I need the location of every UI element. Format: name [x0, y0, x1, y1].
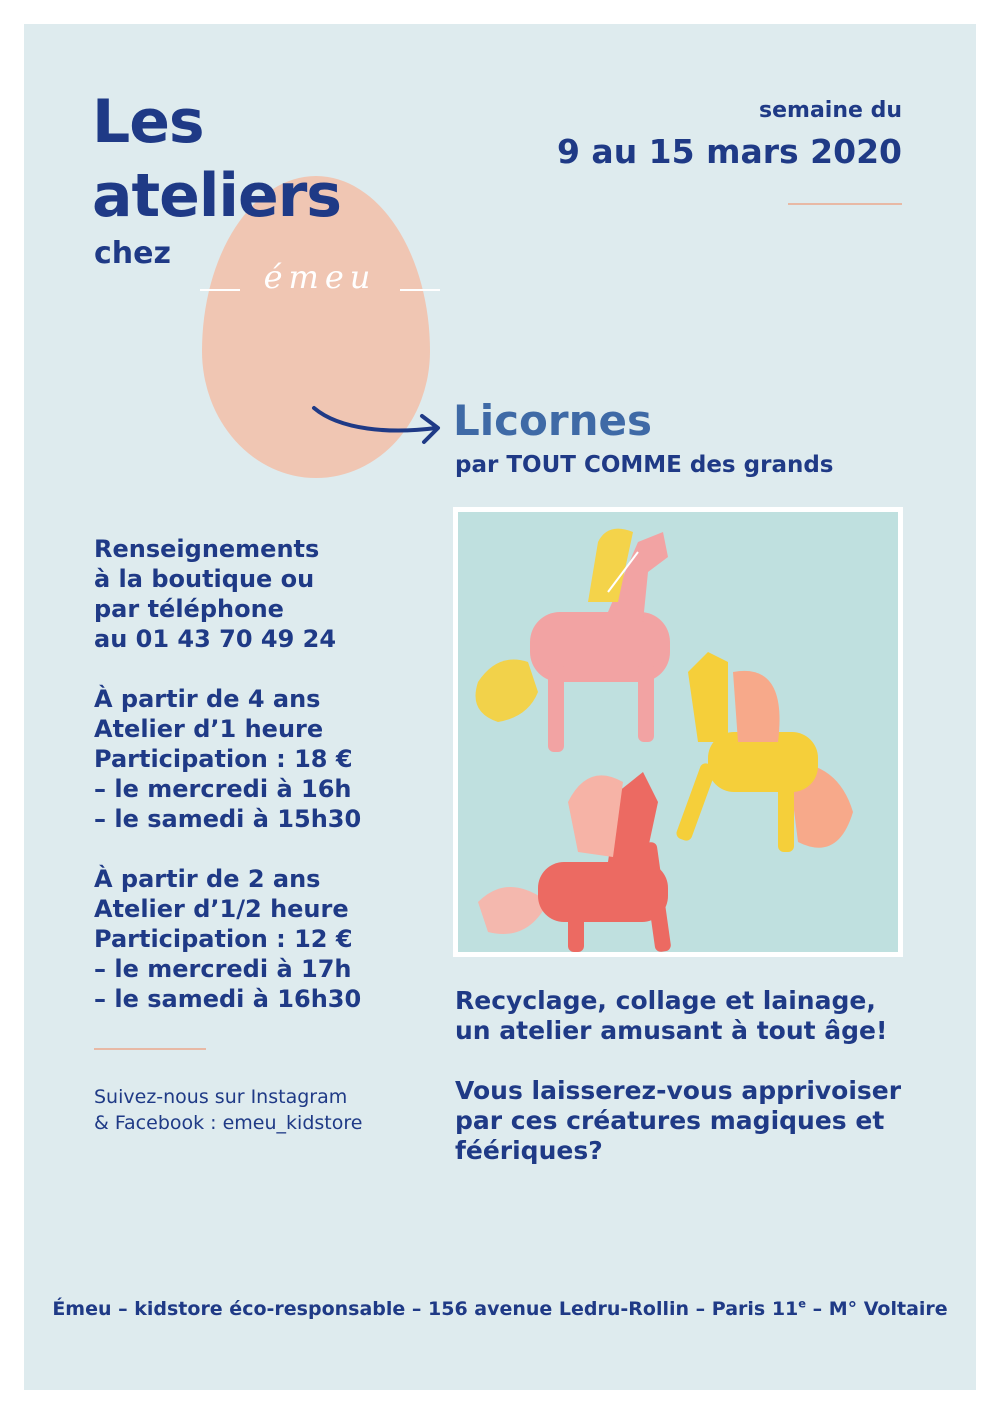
session2-time: – le mercredi à 17h — [94, 955, 352, 983]
session2-time: – le samedi à 16h30 — [94, 985, 362, 1013]
title-line-1: Les — [92, 87, 204, 157]
social-info — [94, 1084, 414, 1136]
session1-time: – le mercredi à 16h — [94, 775, 352, 803]
social-handle: & Facebook : emeu_kidstore — [94, 1112, 363, 1134]
flyer-card — [24, 24, 976, 1390]
desc-line: par ces créatures magiques et — [455, 1106, 885, 1135]
session1-time: – le samedi à 15h30 — [94, 805, 362, 833]
info-column — [94, 534, 414, 1014]
info-divider — [94, 1048, 206, 1050]
footer-superscript: e — [798, 1296, 806, 1311]
contact-line: par téléphone — [94, 595, 284, 623]
desc-line: Recyclage, collage et lainage, — [455, 986, 876, 1015]
session1-age: À partir de 4 ans — [94, 685, 321, 713]
session2-duration: Atelier d’1/2 heure — [94, 895, 349, 923]
desc-line: Vous laisserez-vous apprivoiser — [455, 1076, 902, 1105]
footer-text-end: – M° Voltaire — [806, 1298, 948, 1320]
week-dates: 9 au 15 mars 2020 — [556, 132, 902, 171]
footer-text: Émeu – kidstore éco-responsable – 156 avenue Ledru-Rollin – Paris 11 — [52, 1298, 799, 1320]
phone-number: au 01 43 70 49 24 — [94, 625, 337, 653]
svg-text:émeu: émeu — [263, 260, 377, 296]
week-label: semaine du — [759, 98, 902, 123]
desc-line: féériques? — [455, 1136, 603, 1165]
workshop-byline: par TOUT COMME des grands — [455, 452, 834, 478]
session1-price: Participation : 18 € — [94, 745, 353, 773]
description — [455, 986, 915, 1166]
title-line-2: ateliers — [92, 161, 341, 231]
workshop-photo — [458, 512, 898, 952]
header-divider — [788, 203, 902, 205]
contact-line: Renseignements — [94, 535, 320, 563]
workshop-title: Licornes — [453, 396, 653, 445]
social-line: Suivez-nous sur Instagram — [94, 1086, 348, 1108]
session2-age: À partir de 2 ans — [94, 865, 321, 893]
arrow-icon — [310, 400, 450, 460]
brand-logo — [200, 260, 440, 300]
contact-line: à la boutique ou — [94, 565, 315, 593]
title-line-3: chez — [94, 236, 171, 271]
desc-line: un atelier amusant à tout âge! — [455, 1016, 888, 1045]
session2-price: Participation : 12 € — [94, 925, 353, 953]
footer-address — [24, 1298, 976, 1320]
session1-duration: Atelier d’1 heure — [94, 715, 324, 743]
